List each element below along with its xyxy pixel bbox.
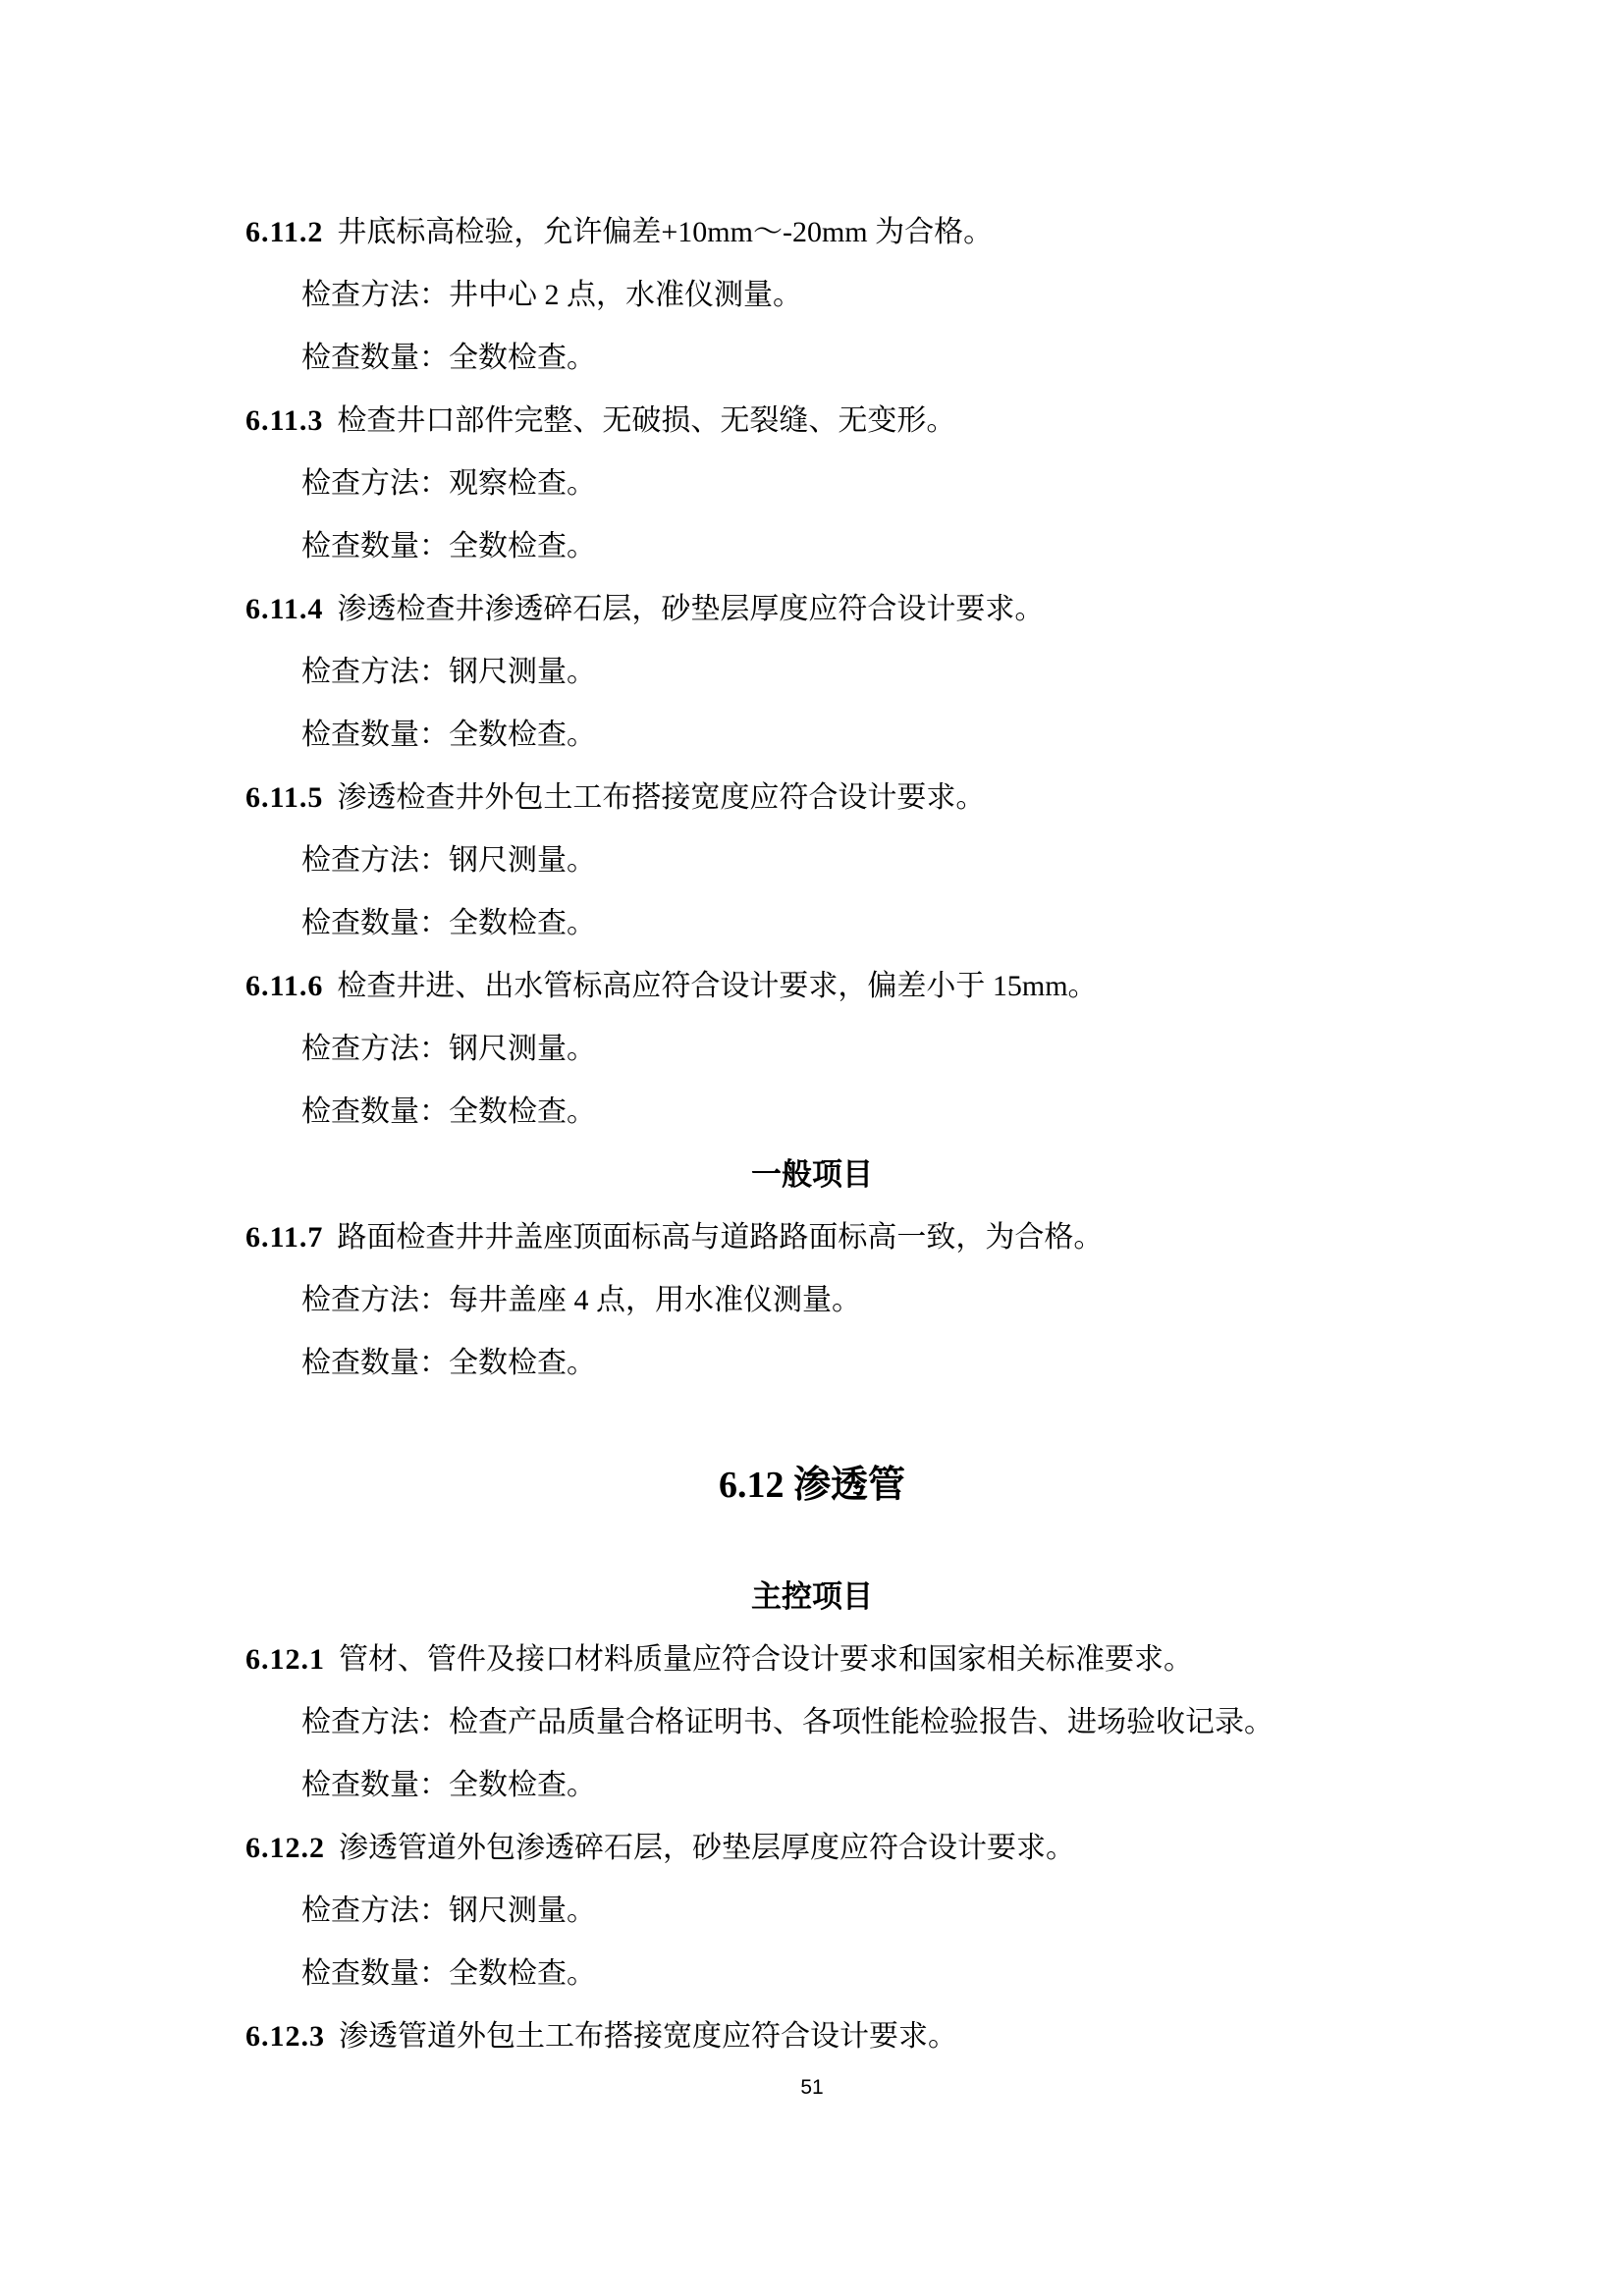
check-method-label: 检查方法： [301, 1895, 449, 1927]
clause-statement: 井底标高检验，允许偏差+10mm～-20mm 为合格。 [337, 216, 994, 248]
check-quantity-value: 全数检查。 [449, 342, 596, 374]
check-quantity-label: 检查数量： [301, 1347, 449, 1379]
check-method-label: 检查方法： [301, 467, 449, 500]
clause-number: 6.12.3 [245, 2020, 325, 2053]
clause-number: 6.11.6 [245, 970, 324, 1002]
clause-number: 6.11.2 [245, 216, 324, 248]
check-quantity-line [245, 1081, 1379, 1144]
clause-6-11-6 [245, 955, 1379, 1018]
check-method-label: 检查方法： [301, 279, 449, 311]
check-quantity-line [245, 892, 1379, 955]
check-method-value: 钢尺测量。 [449, 844, 596, 877]
clause-statement: 路面检查井井盖座顶面标高与道路路面标高一致，为合格。 [337, 1221, 1104, 1254]
section-heading-main-control: 主控项目 [751, 1579, 873, 1614]
check-method-value: 每井盖座 4 点，用水准仪测量。 [449, 1284, 861, 1316]
clause-6-11-3 [245, 390, 1379, 453]
check-quantity-value: 全数检查。 [449, 1347, 596, 1379]
clause-statement: 渗透管道外包渗透碎石层，砂垫层厚度应符合设计要求。 [339, 1832, 1075, 1864]
clause-6-12-3 [245, 2005, 1379, 2068]
section-heading-general: 一般项目 [751, 1157, 873, 1192]
clause-number: 6.11.7 [245, 1221, 324, 1254]
check-quantity-value: 全数检查。 [449, 719, 596, 751]
check-quantity-line [245, 1332, 1379, 1395]
check-quantity-value: 全数检查。 [449, 907, 596, 939]
clause-statement: 渗透检查井外包土工布搭接宽度应符合设计要求。 [337, 781, 986, 814]
check-method-value: 钢尺测量。 [449, 1895, 596, 1927]
check-quantity-label: 检查数量： [301, 907, 449, 939]
clause-statement: 管材、管件及接口材料质量应符合设计要求和国家相关标准要求。 [339, 1643, 1193, 1676]
check-method-line [245, 1269, 1379, 1332]
clause-statement: 检查井进、出水管标高应符合设计要求，偏差小于 15mm。 [337, 970, 1098, 1002]
clause-statement: 渗透检查井渗透碎石层，砂垫层厚度应符合设计要求。 [337, 593, 1045, 625]
check-quantity-value: 全数检查。 [449, 1769, 596, 1801]
document-content [245, 0, 1379, 2100]
check-method-label: 检查方法： [301, 656, 449, 688]
check-quantity-line [245, 1754, 1379, 1817]
check-method-line [245, 1018, 1379, 1081]
check-quantity-label: 检查数量： [301, 530, 449, 562]
clause-6-11-4 [245, 578, 1379, 641]
clause-6-12-1 [245, 1629, 1379, 1691]
check-quantity-line [245, 515, 1379, 578]
clause-6-12-2 [245, 1817, 1379, 1880]
clause-statement: 渗透管道外包土工布搭接宽度应符合设计要求。 [339, 2020, 957, 2053]
check-quantity-label: 检查数量： [301, 342, 449, 374]
clause-number: 6.11.4 [245, 593, 324, 625]
page-number: 51 [800, 2076, 824, 2099]
check-quantity-value: 全数检查。 [449, 1095, 596, 1128]
check-quantity-line [245, 1943, 1379, 2005]
clause-number: 6.12.2 [245, 1832, 325, 1864]
check-method-label: 检查方法： [301, 844, 449, 877]
check-method-line [245, 829, 1379, 892]
check-method-value: 井中心 2 点，水准仪测量。 [449, 279, 802, 311]
check-method-label: 检查方法： [301, 1706, 449, 1738]
check-method-value: 检查产品质量合格证明书、各项性能检验报告、进场验收记录。 [449, 1706, 1273, 1738]
clause-number: 6.11.3 [245, 404, 324, 437]
check-quantity-line [245, 704, 1379, 767]
clause-statement: 检查井口部件完整、无破损、无裂缝、无变形。 [337, 404, 956, 437]
check-method-value: 钢尺测量。 [449, 656, 596, 688]
check-method-line [245, 1691, 1379, 1754]
check-quantity-label: 检查数量： [301, 719, 449, 751]
check-quantity-label: 检查数量： [301, 1957, 449, 1990]
check-method-value: 钢尺测量。 [449, 1033, 596, 1065]
clause-6-11-2 [245, 201, 1379, 264]
check-quantity-line [245, 327, 1379, 390]
check-method-line [245, 264, 1379, 327]
check-quantity-value: 全数检查。 [449, 530, 596, 562]
check-quantity-label: 检查数量： [301, 1769, 449, 1801]
clause-number: 6.12.1 [245, 1643, 325, 1676]
check-method-line [245, 453, 1379, 515]
check-method-line [245, 1880, 1379, 1943]
check-method-line [245, 641, 1379, 704]
check-quantity-label: 检查数量： [301, 1095, 449, 1128]
check-quantity-value: 全数检查。 [449, 1957, 596, 1990]
check-method-value: 观察检查。 [449, 467, 596, 500]
clause-number: 6.11.5 [245, 781, 324, 814]
clause-6-11-5 [245, 767, 1379, 829]
check-method-label: 检查方法： [301, 1033, 449, 1065]
check-method-label: 检查方法： [301, 1284, 449, 1316]
clause-6-11-7 [245, 1206, 1379, 1269]
chapter-heading: 6.12 渗透管 [718, 1465, 905, 1506]
